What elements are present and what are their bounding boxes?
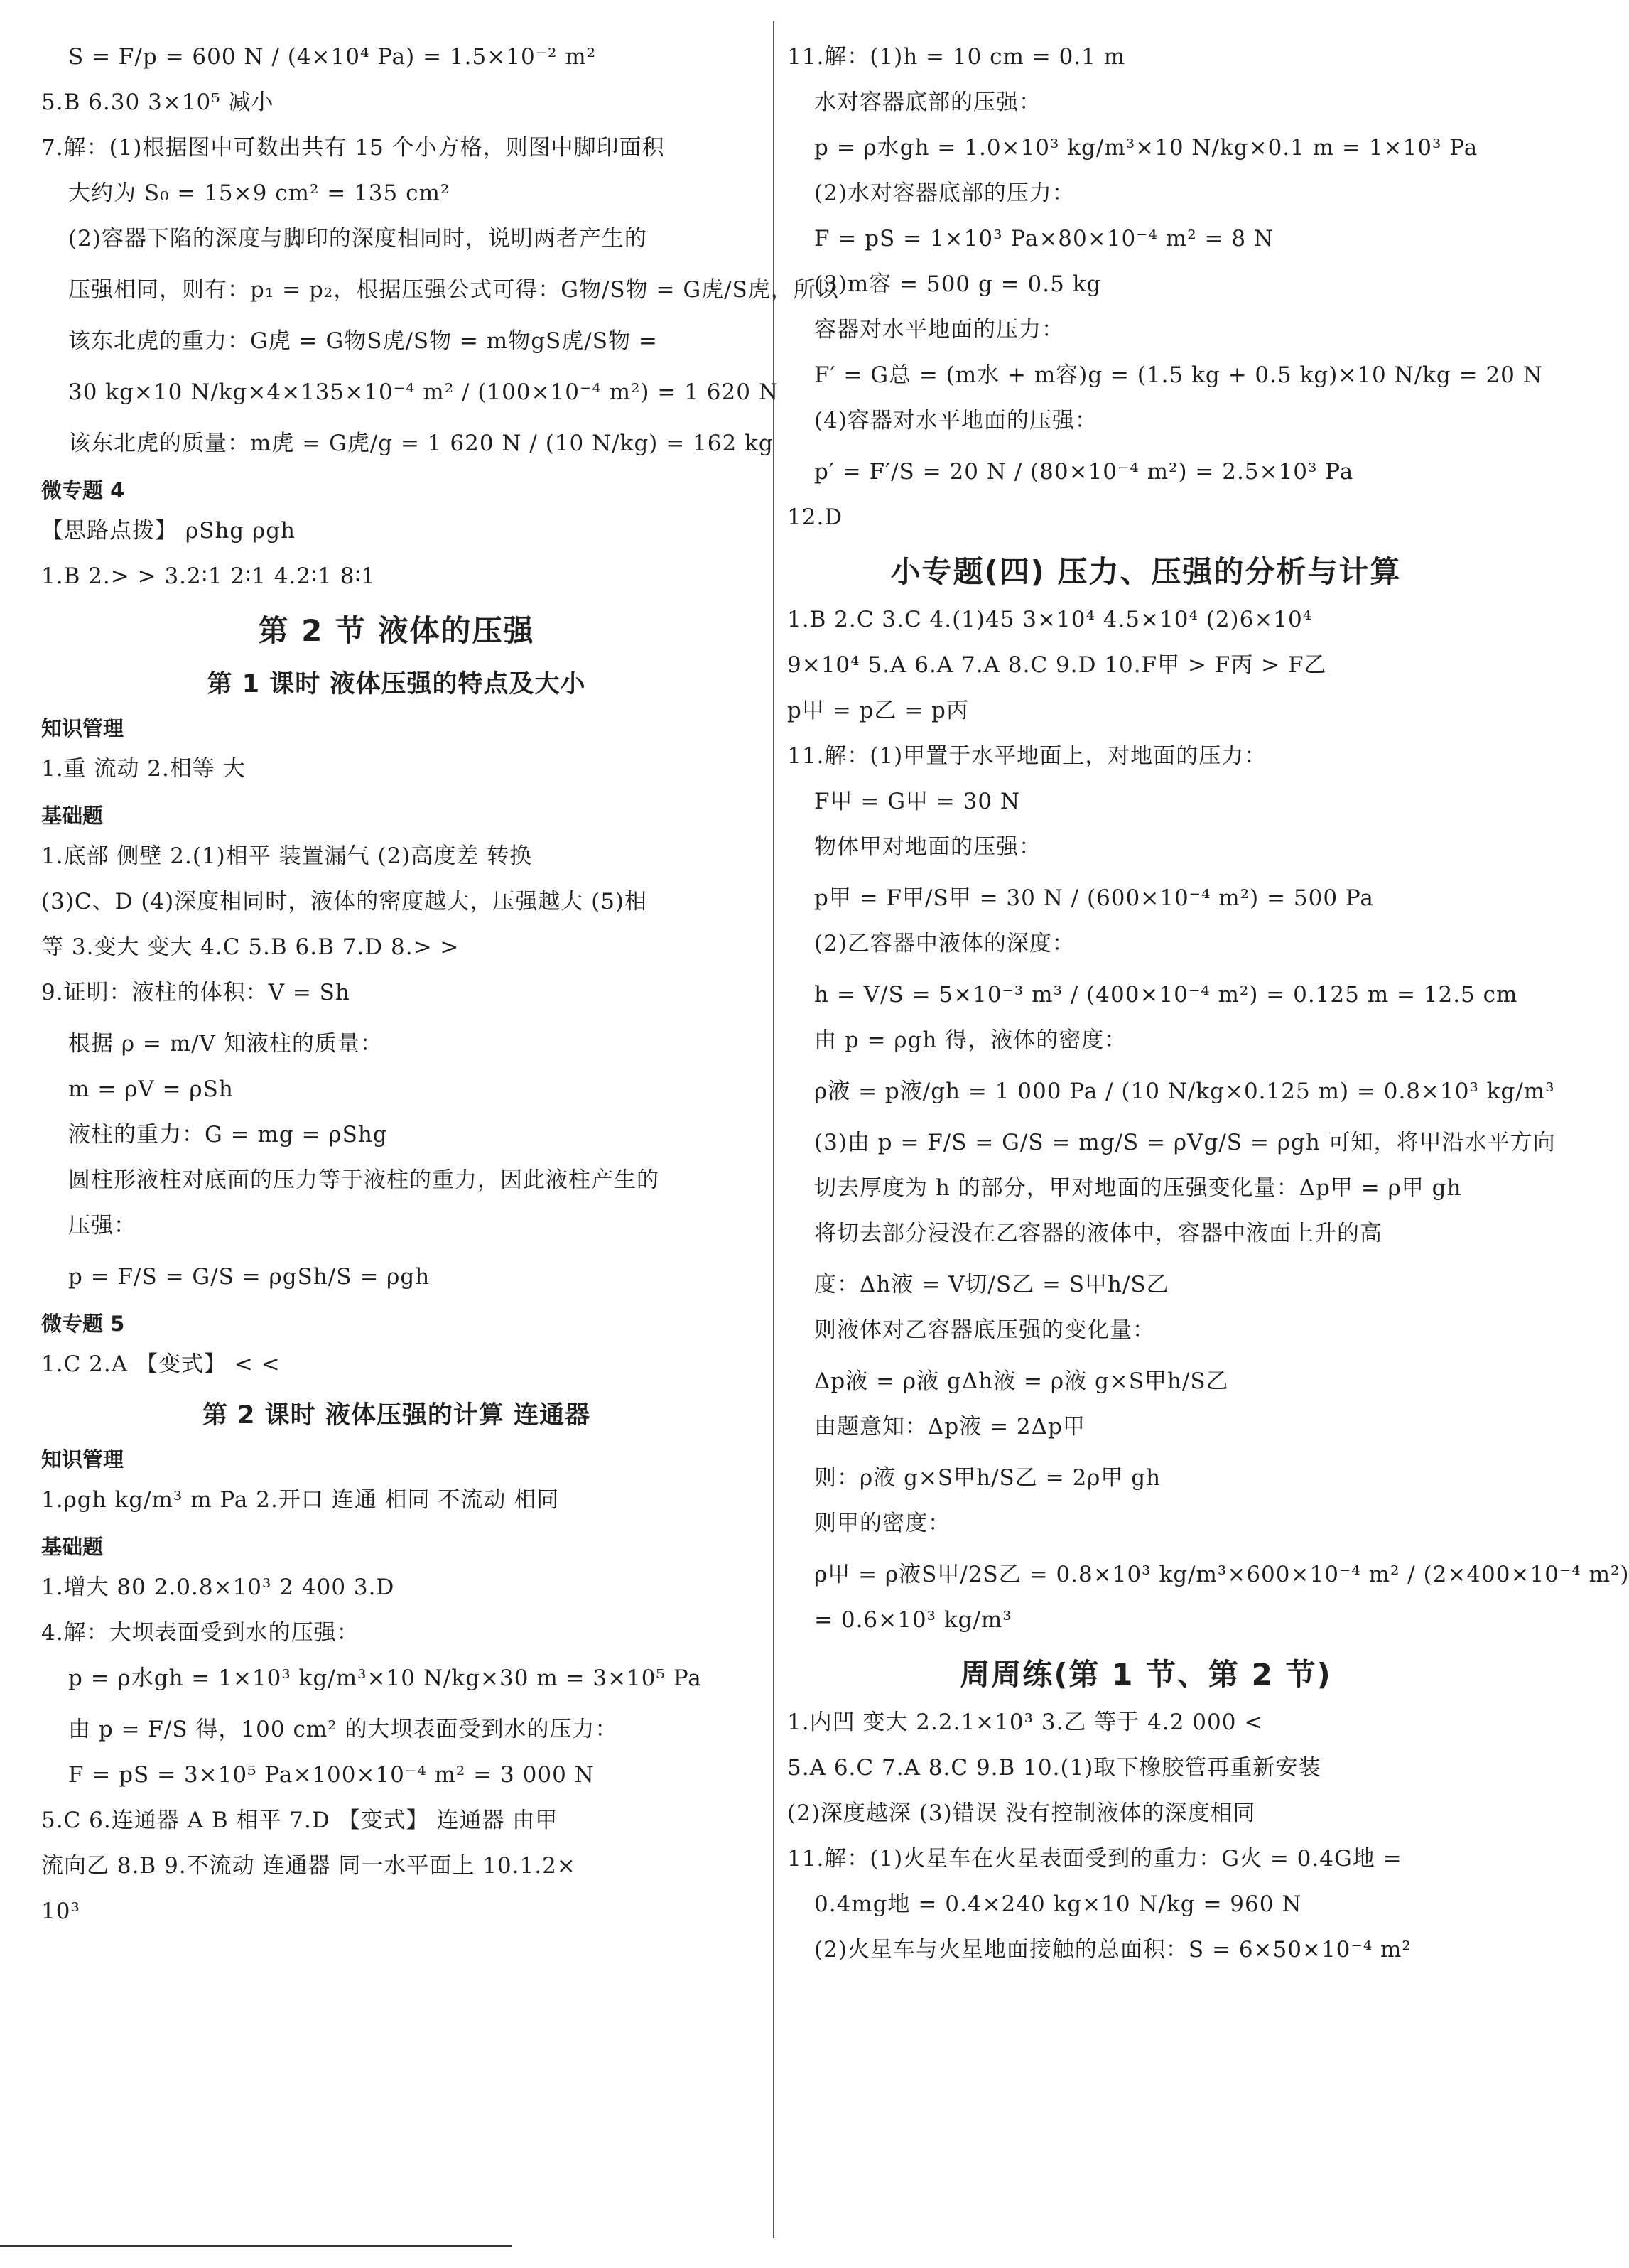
- section-heading: 小专题(四) 压力、压强的分析与计算: [890, 554, 1402, 589]
- column-divider: [773, 21, 774, 2238]
- text-line: 容器对水平地面的压力：: [814, 317, 1064, 342]
- subsection-label: 微专题 4: [41, 478, 125, 502]
- text-line: p甲 = F甲/S甲 = 30 N / (600×10⁻⁴ m²) = 500 Pa: [814, 885, 1374, 911]
- text-line: p = ρ水gh = 1.0×10³ kg/m³×10 N/kg×0.1 m = 1×10³ Pa: [814, 135, 1478, 161]
- text-line: p′ = F′/S = 20 N / (80×10⁻⁴ m²) = 2.5×10³ Pa: [814, 459, 1354, 485]
- text-line: 11.解：(1)火星车在火星表面受到的重力：G火 = 0.4G地 =: [787, 1846, 1402, 1872]
- lesson-heading: 第 1 课时 液体压强的特点及大小: [207, 670, 586, 698]
- text-line: 11.解：(1)甲置于水平地面上，对地面的压力：: [787, 743, 1267, 769]
- text-line: 度：Δh液 = V切/S乙 = S甲h/S乙: [814, 1272, 1169, 1297]
- text-line: F = pS = 1×10³ Pa×80×10⁻⁴ m² = 8 N: [814, 226, 1274, 252]
- text-line: 7.解：(1)根据图中可数出共有 15 个小方格，则图中脚印面积: [41, 135, 665, 161]
- text-line: h = V/S = 5×10⁻³ m³ / (400×10⁻⁴ m²) = 0.125 m = 12.5 cm: [814, 982, 1518, 1008]
- text-line: 该东北虎的质量：m虎 = G虎/g = 1 620 N / (10 N/kg) = 162 kg: [68, 431, 774, 456]
- text-line: p甲 = p乙 = p丙: [787, 698, 969, 723]
- text-line: 12.D: [787, 504, 843, 530]
- text-line: (2)火星车与火星地面接触的总面积：S = 6×50×10⁻⁴ m²: [814, 1937, 1412, 1962]
- text-line: 1.B 2.C 3.C 4.(1)45 3×10⁴ 4.5×10⁴ (2)6×10⁴: [787, 607, 1313, 632]
- text-line: Δp液 = ρ液 gΔh液 = ρ液 g×S甲h/S乙: [814, 1368, 1229, 1394]
- text-line: 1.C 2.A 【变式】 < <: [41, 1351, 281, 1377]
- subsection-label: 微专题 5: [41, 1312, 125, 1336]
- text-line: (4)容器对水平地面的压强：: [814, 408, 1098, 433]
- text-line: 物体甲对地面的压强：: [814, 834, 1041, 860]
- text-line: 1.ρgh kg/m³ m Pa 2.开口 连通 相同 不流动 相同: [41, 1487, 560, 1513]
- subsection-label: 基础题: [41, 1535, 104, 1559]
- text-line: 该东北虎的重力：G虎 = G物S虎/S物 = m物gS虎/S物 =: [68, 328, 658, 354]
- text-line: 则液体对乙容器底压强的变化量：: [814, 1317, 1155, 1343]
- subsection-label: 知识管理: [41, 716, 124, 740]
- text-line: (3)由 p = F/S = G/S = mg/S = ρVg/S = ρgh 可知，将甲沿水平方向: [814, 1130, 1556, 1155]
- text-line: 5.A 6.C 7.A 8.C 9.B 10.(1)取下橡胶管再重新安装: [787, 1755, 1321, 1781]
- text-line: m = ρV = ρSh: [68, 1076, 234, 1102]
- text-line: (2)水对容器底部的压力：: [814, 180, 1075, 206]
- text-line: 1.增大 80 2.0.8×10³ 2 400 3.D: [41, 1575, 395, 1600]
- text-line: 压强相同，则有：p₁ = p₂，根据压强公式可得：G物/S物 = G虎/S虎，所以: [68, 277, 839, 303]
- text-line: 1.B 2.> > 3.2∶1 2∶1 4.2∶1 8∶1: [41, 563, 377, 589]
- text-line: 水对容器底部的压强：: [814, 90, 1041, 115]
- text-line: F甲 = G甲 = 30 N: [814, 789, 1021, 814]
- text-line: 大约为 S₀ = 15×9 cm² = 135 cm²: [68, 180, 450, 206]
- text-line: 【思路点拨】 ρShg ρgh: [41, 518, 296, 544]
- text-line: 圆柱形液柱对底面的压力等于液柱的重力，因此液柱产生的: [68, 1167, 659, 1193]
- text-line: ρ液 = p液/gh = 1 000 Pa / (10 N/kg×0.125 m) = 0.8×10³ kg/m³: [814, 1079, 1555, 1104]
- text-line: 则：ρ液 g×S甲h/S乙 = 2ρ甲 gh: [814, 1465, 1162, 1491]
- text-line: 0.4mg地 = 0.4×240 kg×10 N/kg = 960 N: [814, 1891, 1302, 1917]
- subsection-label: 知识管理: [41, 1447, 124, 1472]
- text-line: (2)深度越深 (3)错误 没有控制液体的深度相同: [787, 1800, 1256, 1826]
- text-line: F = pS = 3×10⁵ Pa×100×10⁻⁴ m² = 3 000 N: [68, 1762, 595, 1788]
- lesson-heading: 第 2 课时 液体压强的计算 连通器: [202, 1401, 591, 1430]
- text-line: 11.解：(1)h = 10 cm = 0.1 m: [787, 44, 1126, 70]
- text-line: 液柱的重力：G = mg = ρShg: [68, 1122, 388, 1148]
- text-line: 5.C 6.连通器 A B 相平 7.D 【变式】 连通器 由甲: [41, 1808, 558, 1833]
- text-line: S = F/p = 600 N / (4×10⁴ Pa) = 1.5×10⁻² m²: [68, 44, 597, 70]
- text-line: 由题意知：Δp液 = 2Δp甲: [814, 1414, 1086, 1440]
- bottom-rule: [0, 2245, 512, 2247]
- text-line: = 0.6×10³ kg/m³: [814, 1607, 1012, 1633]
- text-line: p = ρ水gh = 1×10³ kg/m³×10 N/kg×30 m = 3×10⁵ Pa: [68, 1665, 702, 1691]
- text-line: 根据 ρ = m/V 知液柱的质量：: [68, 1031, 383, 1057]
- text-line: (3)C、D (4)深度相同时，液体的密度越大，压强越大 (5)相: [41, 889, 648, 914]
- text-line: 9.证明：液柱的体积：V = Sh: [41, 980, 350, 1005]
- text-line: 由 p = F/S 得，100 cm² 的大坝表面受到水的压力：: [68, 1717, 618, 1742]
- text-line: (2)乙容器中液体的深度：: [814, 931, 1075, 956]
- text-line: 1.底部 侧壁 2.(1)相平 装置漏气 (2)高度差 转换: [41, 843, 533, 869]
- text-line: 1.重 流动 2.相等 大: [41, 756, 246, 782]
- text-line: ρ甲 = ρ液S甲/2S乙 = 0.8×10³ kg/m³×600×10⁻⁴ m² / (2×400×10⁻⁴ m²): [814, 1562, 1629, 1587]
- text-line: 由 p = ρgh 得，液体的密度：: [814, 1027, 1127, 1053]
- text-line: 30 kg×10 N/kg×4×135×10⁻⁴ m² / (100×10⁻⁴ m²) = 1 620 N: [68, 379, 779, 405]
- text-line: 9×10⁴ 5.A 6.A 7.A 8.C 9.D 10.F甲 > F丙 > F乙: [787, 652, 1327, 678]
- right-column: [787, 43, 1629, 1981]
- section-heading: 周周练(第 1 节、第 2 节): [960, 1657, 1332, 1692]
- text-line: 1.内凹 变大 2.2.1×10³ 3.乙 等于 4.2 000 <: [787, 1710, 1264, 1735]
- text-line: 切去厚度为 h 的部分，甲对地面的压强变化量：Δp甲 = ρ甲 gh: [814, 1175, 1462, 1201]
- text-line: (3)m容 = 500 g = 0.5 kg: [814, 271, 1102, 297]
- text-line: 5.B 6.30 3×10⁵ 减小: [41, 90, 274, 115]
- text-line: (2)容器下陷的深度与脚印的深度相同时，说明两者产生的: [68, 226, 647, 252]
- text-line: 4.解：大坝表面受到水的压强：: [41, 1620, 359, 1646]
- text-line: 将切去部分浸没在乙容器的液体中，容器中液面上升的高: [814, 1221, 1382, 1246]
- text-line: 10³: [41, 1899, 80, 1924]
- section-heading: 第 2 节 液体的压强: [258, 613, 535, 648]
- text-line: p = F/S = G/S = ρgSh/S = ρgh: [68, 1264, 431, 1290]
- subsection-label: 基础题: [41, 804, 104, 828]
- text-line: 流向乙 8.B 9.不流动 连通器 同一水平面上 10.1.2×: [41, 1853, 576, 1879]
- text-line: F′ = G总 = (m水 + m容)g = (1.5 kg + 0.5 kg)×10 N/kg = 20 N: [814, 362, 1543, 388]
- text-line: 等 3.变大 变大 4.C 5.B 6.B 7.D 8.> >: [41, 934, 460, 960]
- text-line: 压强：: [68, 1213, 136, 1238]
- text-line: 则甲的密度：: [814, 1511, 951, 1536]
